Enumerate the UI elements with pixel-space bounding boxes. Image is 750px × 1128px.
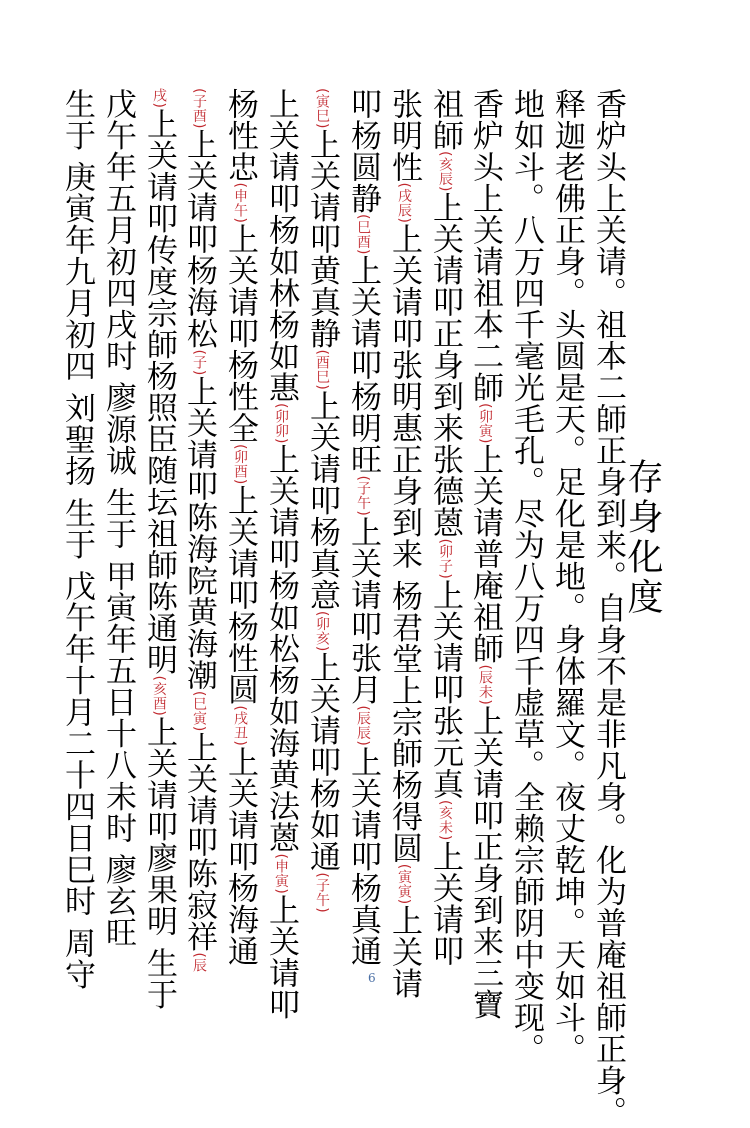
text-column — [506, 88, 546, 1065]
text-column — [220, 88, 260, 967]
text-segment: 杨性忠 — [222, 88, 258, 183]
ganzhi-annotation: (亥未) — [437, 799, 453, 841]
text-segment: 上关请叩正身到来三寶 — [467, 705, 503, 1021]
text-column — [139, 88, 179, 1010]
ganzhi-annotation: (戌辰) — [396, 182, 412, 224]
ganzhi-annotation: (辰 — [191, 952, 207, 973]
text-column — [57, 88, 97, 990]
ganzhi-annotation: (巳酉) — [355, 214, 371, 255]
ganzhi-annotation: (亥辰) — [437, 151, 453, 192]
text-segment: 上关请叩杨海通 — [222, 746, 258, 967]
text-segment: 上关请叩黄真静 — [304, 128, 340, 350]
ganzhi-annotation: (亥酉) — [151, 675, 167, 717]
text-segment: 祖師 — [427, 88, 463, 151]
text-segment: 上关请叩杨如林杨如惠 — [263, 88, 299, 403]
ganzhi-annotation: (子酉) — [191, 88, 207, 129]
ganzhi-annotation: (寅巳) — [314, 88, 330, 129]
text-segment: 上关请叩杨明旺 — [345, 254, 381, 476]
ganzhi-annotation: (寅寅) — [396, 863, 412, 905]
text-segment: 上关请叩杨如通 — [304, 651, 340, 873]
text-segment: 上关请叩张月 — [345, 516, 381, 706]
text-segment: 上关请叩正身到来张德蒽 — [427, 191, 463, 539]
text-column — [179, 88, 219, 973]
text-column — [302, 88, 342, 913]
text-segment: 生于 庚寅年九月初四 刘聖扬 生于 戊午年十月二十四日巳时 周守 — [59, 88, 95, 991]
text-segment: 上关请叩陈寂祥 — [181, 731, 217, 953]
text-column — [384, 88, 424, 999]
ganzhi-annotation: 戌) — [151, 88, 167, 109]
text-segment: 张明性 — [386, 88, 422, 183]
ganzhi-annotation: (卯寅) — [477, 403, 493, 444]
ganzhi-annotation: (卯亥) — [314, 610, 330, 652]
text-segment: 上关请叩廖果明 生于 — [141, 716, 177, 1011]
ganzhi-annotation: (子) — [191, 349, 207, 376]
text-segment: 上关请普庵祖師 — [467, 443, 503, 665]
text-column — [547, 88, 587, 1065]
ganzhi-annotation: (卯酉) — [232, 443, 248, 485]
text-column — [588, 88, 628, 1128]
text-segment: 香炉头上关请。祖本二師正身到来。自身不是非凡身。化为普庵祖師正身。 — [590, 88, 626, 1128]
ganzhi-annotation: (辰未) — [477, 664, 493, 706]
page-number: 6 — [368, 971, 376, 985]
text-column — [343, 88, 383, 967]
text-segment: 上关请叩 — [427, 840, 463, 967]
ganzhi-annotation: (戌丑) — [232, 705, 248, 747]
text-segment: 上关请叩 — [263, 894, 299, 1021]
ganzhi-annotation: (申寅) — [273, 853, 289, 895]
text-column — [425, 88, 465, 967]
text-column — [261, 88, 301, 1020]
ganzhi-annotation: (巳寅) — [191, 690, 207, 732]
ganzhi-annotation: (子午) — [355, 475, 371, 517]
text-segment: 上关请叩传度宗師杨照臣随坛祖師陈通明 — [141, 108, 177, 676]
text-segment: 上关请叩杨真意 — [304, 390, 340, 611]
text-segment: 上关请叩陈海院黄海潮 — [181, 375, 217, 691]
text-segment: 香炉头上关请祖本二師 — [467, 88, 503, 403]
ganzhi-annotation: (申午) — [232, 182, 248, 224]
ganzhi-annotation: (辰辰) — [355, 705, 371, 747]
text-segment: 上关请叩杨性圆 — [222, 484, 258, 706]
text-segment: 上关请叩张明惠正身到来 杨君堂上宗師杨得圆 — [386, 223, 422, 864]
ganzhi-annotation: (卯卯) — [273, 403, 289, 444]
text-segment: 戊午年五月初四戌时 廖源诚 生于 甲寅年五日十八未时 廖玄旺 — [100, 88, 136, 949]
page-title: 存身化度 — [622, 458, 663, 618]
text-column — [465, 88, 505, 1020]
text-segment: 上关请叩杨真通 — [345, 746, 381, 967]
ganzhi-annotation: (子午) — [314, 872, 330, 914]
text-segment: 上关请叩杨性全 — [222, 223, 258, 444]
text-segment: 上关请叩杨如松杨如海黄法蒽 — [263, 443, 299, 854]
text-segment: 释迦老佛正身。头圆是天。足化是地。身体羅文。夜丈乾坤。天如斗。 — [549, 88, 585, 1065]
text-segment: 叩杨圆静 — [345, 88, 381, 214]
text-segment: 上关请叩杨海松 — [181, 128, 217, 350]
text-segment: 上关请 — [386, 904, 422, 1000]
text-segment: 地如斗。八万四千毫光毛孔。尽为八万四千虚草。全赖宗師阴中变现。 — [508, 88, 544, 1065]
text-column — [98, 88, 138, 948]
ganzhi-annotation: (酉巳) — [314, 349, 330, 391]
ganzhi-annotation: (卯子) — [437, 538, 453, 580]
text-segment: 上关请叩张元真 — [427, 579, 463, 800]
